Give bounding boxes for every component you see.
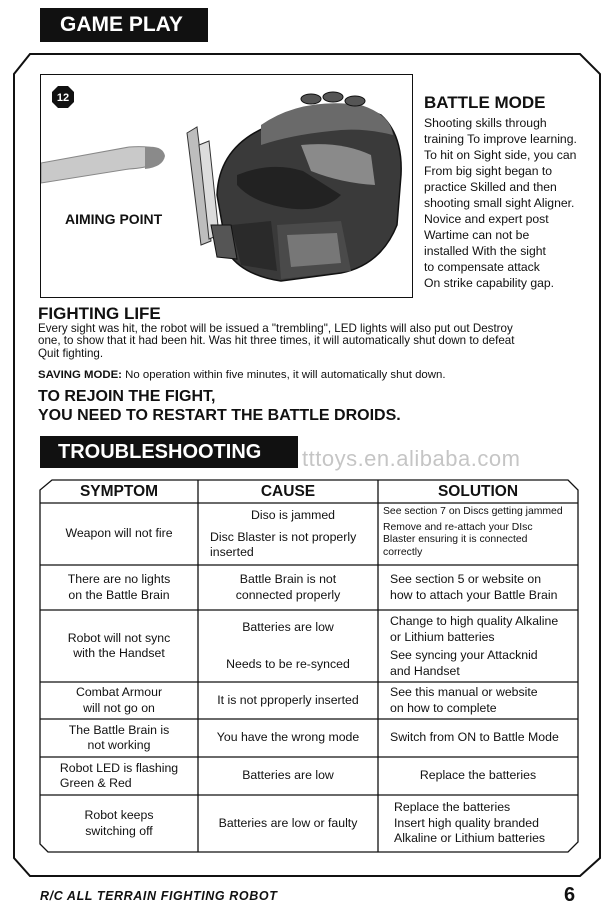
table-row-solution xyxy=(383,506,577,559)
table-row-cause xyxy=(198,565,378,610)
cause-line: Batteries are low xyxy=(242,768,334,783)
solution-line: Change to high quality Alkaline xyxy=(390,614,559,628)
game-play-banner-label: GAME PLAY xyxy=(60,13,183,36)
cause-line: Batteries are low or faulty xyxy=(218,815,358,830)
battle-mode-line: training To improve learning. xyxy=(424,132,577,146)
symptom-line: with the Handset xyxy=(73,646,165,660)
table-row-symptom xyxy=(40,610,198,682)
table-row-solution xyxy=(390,614,578,679)
table-row-cause xyxy=(198,795,378,852)
table-row-solution xyxy=(378,757,578,795)
cause-line: You have the wrong mode xyxy=(216,730,360,745)
solution-line: correctly xyxy=(383,546,423,558)
symptom-line: There are no lights xyxy=(67,572,171,586)
footer-title: R/C ALL TERRAIN FIGHTING ROBOT xyxy=(40,889,278,903)
troubleshooting-banner-label: TROUBLESHOOTING xyxy=(58,441,262,463)
solution-line: Blaster ensuring it is connected xyxy=(383,534,528,546)
solution-line: See syncing your Attacknid xyxy=(390,648,538,662)
battle-mode-line: practice Skilled and then xyxy=(424,180,557,194)
fighting-life-line: Quit fighting. xyxy=(38,346,104,360)
solution-line: Replace the batteries xyxy=(419,768,537,783)
symptom-line: Robot LED is flashing xyxy=(59,760,179,775)
header-solution: SOLUTION xyxy=(437,482,519,500)
cause-line: inserted xyxy=(210,545,254,559)
table-row-symptom xyxy=(40,682,198,719)
battle-mode-line: On strike capability gap. xyxy=(424,276,555,290)
cause-line: Diso is jammed xyxy=(250,508,336,522)
cause-line: Needs to be re-synced xyxy=(226,656,350,671)
symptom-line: The Battle Brain is xyxy=(68,722,170,737)
solution-line: and Handset xyxy=(390,663,460,678)
game-play-banner xyxy=(40,8,208,42)
table-row-solution xyxy=(390,682,578,719)
battle-mode-line: Wartime can not be xyxy=(424,228,530,242)
table-row-cause xyxy=(198,620,378,672)
troubleshooting-banner xyxy=(40,436,298,468)
symptom-line: Robot will not sync xyxy=(67,630,171,645)
cause-line: Disc Blaster is not properly xyxy=(210,529,357,544)
solution-line: on how to complete xyxy=(390,700,497,715)
battle-mode-line: Shooting skills through xyxy=(424,116,547,130)
battle-mode-title: BATTLE MODE xyxy=(424,93,546,112)
cause-line: Batteries are low xyxy=(242,620,334,634)
watermark: tttoys.en.alibaba.com xyxy=(302,446,521,471)
saving-mode-label: SAVING MODE: xyxy=(38,369,122,381)
fighting-life-line: one, to show that it had been hit. Was hit three times, it will automatically shut down to defeat xyxy=(38,334,515,348)
page-number: 6 xyxy=(564,884,576,906)
solution-line: See this manual or website xyxy=(390,685,538,699)
cause-line: Battle Brain is not xyxy=(239,572,337,586)
fighting-life-text xyxy=(38,323,578,360)
saving-mode-text xyxy=(38,369,445,381)
table-row-symptom xyxy=(40,795,198,852)
rejoin-instructions xyxy=(38,387,401,425)
solution-line: or Lithium batteries xyxy=(390,629,495,644)
solution-line: Switch from ON to Battle Mode xyxy=(390,730,559,745)
solution-line: Insert high quality branded xyxy=(394,815,539,830)
step-number: 12 xyxy=(56,92,70,104)
cause-line: connected properly xyxy=(235,587,341,602)
battle-mode-line: From big sight began to xyxy=(424,164,553,178)
table-row-solution xyxy=(394,795,578,852)
cause-line: It is not pproperly inserted xyxy=(217,692,359,707)
header-symptom: SYMPTOM xyxy=(79,482,159,500)
fighting-life-title: FIGHTING LIFE xyxy=(38,304,161,323)
symptom-line: Combat Armour xyxy=(75,685,163,699)
table-row-symptom xyxy=(40,757,198,795)
solution-line: Alkaline or Lithium batteries xyxy=(394,831,546,846)
solution-line: how to attach your Battle Brain xyxy=(390,587,558,602)
header-cause: CAUSE xyxy=(260,482,316,500)
saving-mode-description: No operation within five minutes, it will automatically shut down. xyxy=(121,369,446,381)
symptom-line: Green & Red xyxy=(59,776,132,790)
table-row-symptom xyxy=(40,503,198,565)
battle-mode-text xyxy=(424,115,600,291)
table-row-cause xyxy=(198,757,378,795)
symptom-line: will not go on xyxy=(83,700,155,715)
table-row-solution xyxy=(390,565,578,610)
symptom-line: on the Battle Brain xyxy=(68,587,170,602)
table-row-cause xyxy=(198,682,378,719)
symptom-line: Robot keeps xyxy=(84,808,154,822)
table-row-cause xyxy=(210,508,376,561)
table-row-cause xyxy=(198,719,378,757)
symptom-line: switching off xyxy=(85,823,153,838)
fighting-life-line: Every sight was hit, the robot will be issued a "trembling", LED lights will also put out Destroy xyxy=(38,322,513,335)
rejoin-line-2: YOU NEED TO RESTART THE BATTLE DROIDS. xyxy=(38,407,401,424)
battle-mode-line: Novice and expert post xyxy=(424,212,549,226)
robot-head-drawing xyxy=(41,75,413,298)
robot-illustration xyxy=(40,74,413,298)
table-row-symptom xyxy=(40,719,198,757)
symptom-line: Weapon will not fire xyxy=(65,526,173,541)
battle-mode-line: to compensate attack xyxy=(424,260,540,274)
battle-mode-line: To hit on Sight side, you can xyxy=(424,148,577,162)
solution-line: Remove and re-attach your DIsc xyxy=(383,521,533,533)
aiming-point-label: AIMING POINT xyxy=(65,211,163,227)
battle-mode-line: installed With the sight xyxy=(424,244,546,258)
symptom-line: not working xyxy=(87,738,151,752)
battle-mode-line: shooting small sight Aligner. xyxy=(424,196,575,210)
rejoin-line-1: TO REJOIN THE FIGHT, xyxy=(38,388,216,405)
solution-line: Replace the batteries xyxy=(394,800,511,815)
table-row-symptom xyxy=(40,565,198,610)
solution-line: See section 7 on Discs getting jammed xyxy=(383,506,563,517)
solution-line: See section 5 or website on xyxy=(390,572,542,586)
table-row-solution xyxy=(390,719,578,757)
